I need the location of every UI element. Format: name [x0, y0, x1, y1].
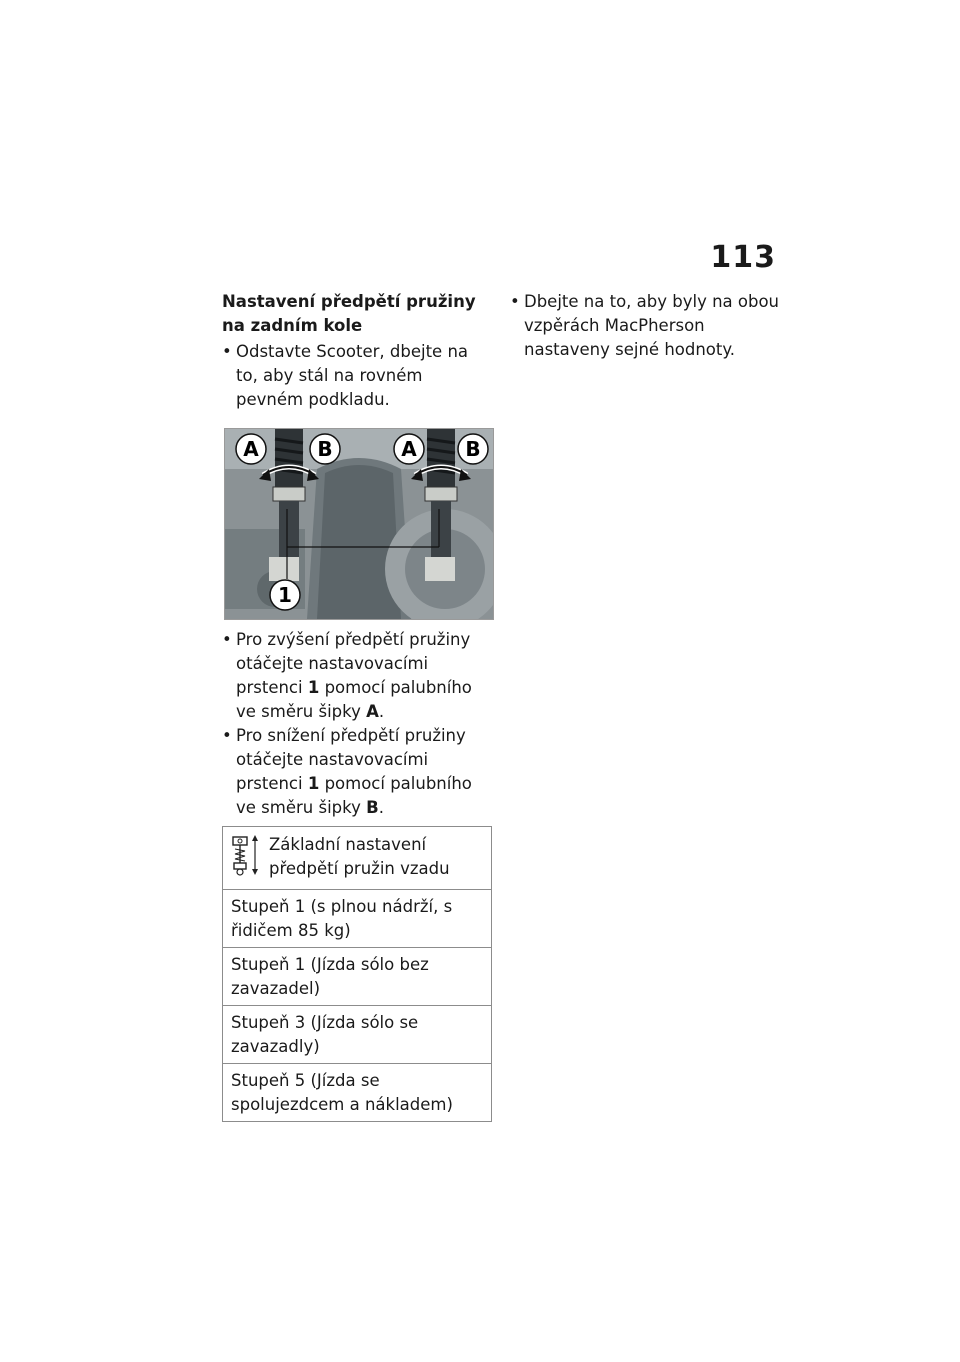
figure-label-1: 1 — [278, 583, 292, 607]
bullet-decrease: • Pro snížení předpětí pružiny otáčejte nastavovacími prstenci 1 pomocí palubního ve směru šipky B. — [222, 724, 492, 820]
bullet-increase: • Pro zvýšení předpětí pružiny otáčejte nastavovacími prstenci 1 pomocí palubního ve směru šipky A. — [222, 628, 492, 724]
ref-arrow-a: A — [366, 702, 379, 721]
table-title: Základní nastavení předpětí pružin vzadu — [269, 835, 450, 878]
table-row: Stupeň 5 (Jízda se spolujezdcem a nákladem) — [231, 1071, 453, 1114]
left-column — [222, 290, 492, 1122]
table-row: Stupeň 3 (Jízda sólo se zavazadly) — [223, 1006, 491, 1064]
page-number: 113 — [710, 240, 776, 275]
right-column — [510, 290, 785, 362]
shock-absorber-icon — [231, 833, 261, 877]
table-row: Stupeň 1 (s plnou nádrží, s řidičem 85 kg) — [223, 890, 491, 948]
figure-label-b-left: B — [317, 437, 333, 461]
section-heading: Nastavení předpětí pružiny na zadním kole — [222, 292, 476, 335]
macpherson-bullet: • Dbejte na to, aby byly na obou vzpěrách MacPherson nastaveny sejné hodnoty. — [510, 290, 785, 362]
table-header — [223, 827, 491, 890]
spring-preload-table — [222, 826, 492, 1122]
figure-label-a-right: A — [401, 437, 417, 461]
ref-ring-1: 1 — [307, 774, 320, 793]
figure-label-a-left: A — [243, 437, 259, 461]
spring-adjustment-figure — [224, 428, 494, 620]
ref-ring-1: 1 — [307, 678, 320, 697]
figure-label-b-right: B — [465, 437, 481, 461]
intro-bullet: • Odstavte Scooter, dbejte na to, aby stál na rovném pevném podkladu. — [222, 340, 492, 412]
ref-arrow-b: B — [366, 798, 379, 817]
table-row: Stupeň 1 (Jízda sólo bez zavazadel) — [223, 948, 491, 1006]
